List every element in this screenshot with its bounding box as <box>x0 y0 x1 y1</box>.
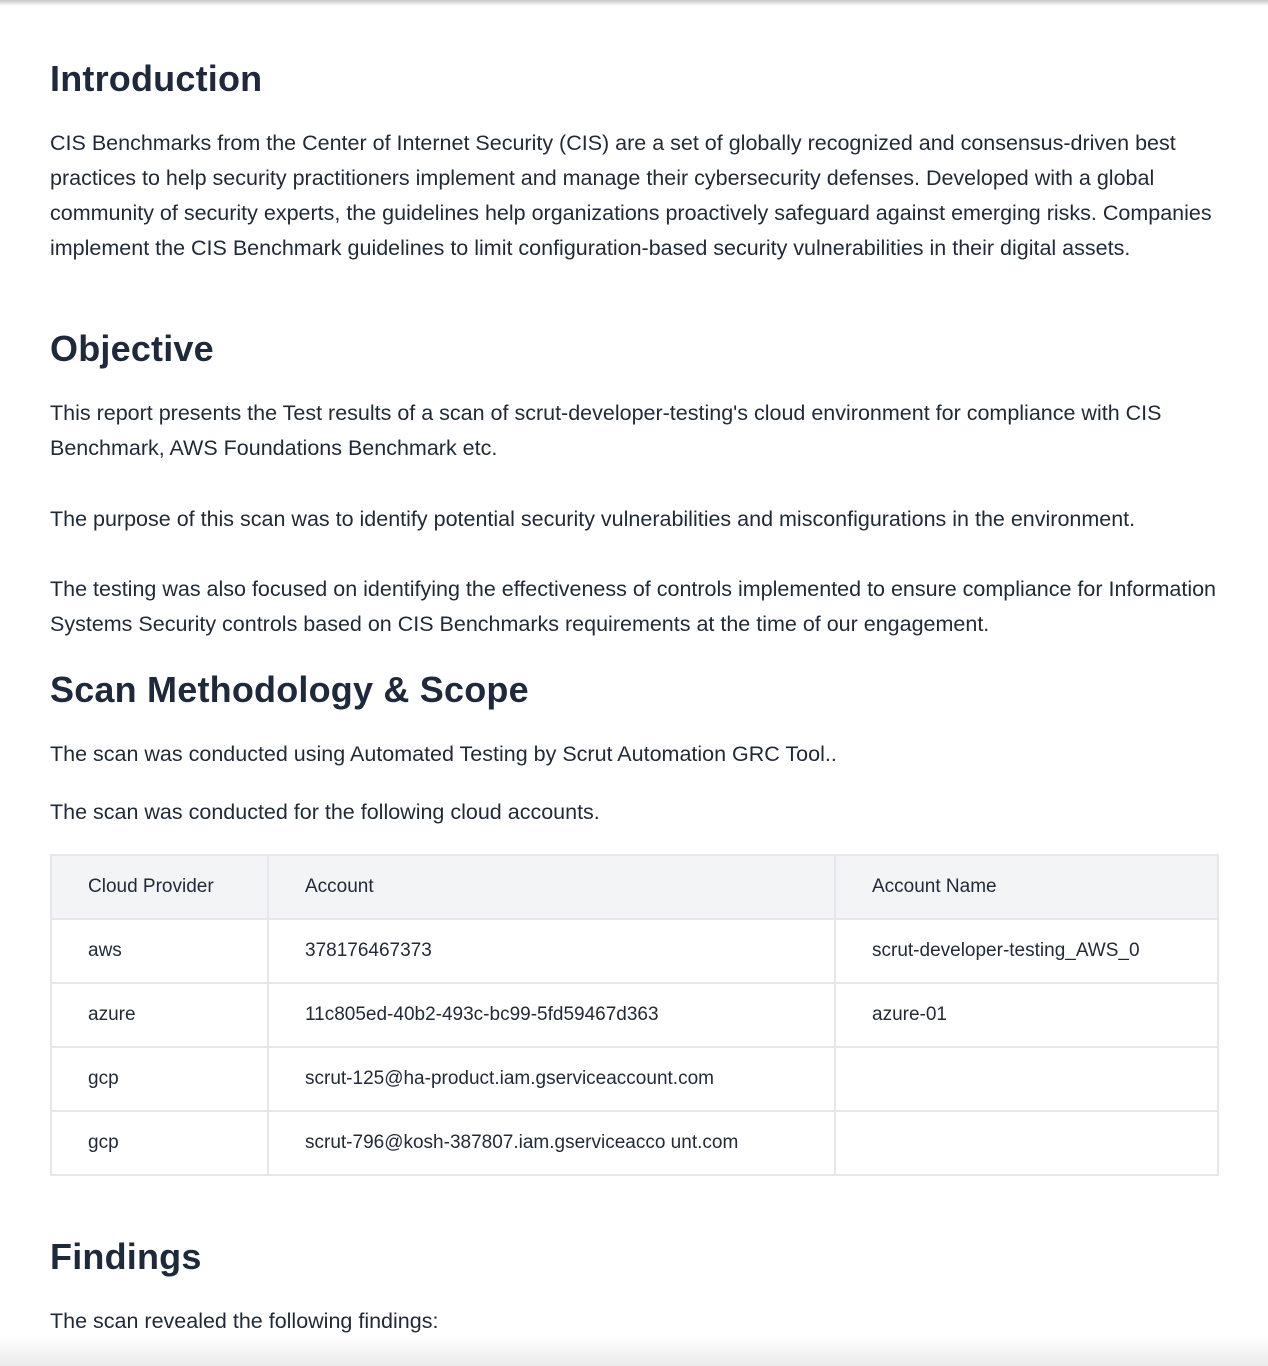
cell-account-name: scrut-developer-testing_AWS_0 <box>835 919 1218 983</box>
cell-cloud-provider: gcp <box>51 1111 268 1175</box>
table-row <box>51 1047 1218 1111</box>
objective-paragraph-3: The testing was also focused on identifying the effectiveness of controls implemented to ensure compliance for Information Systems Security controls based on CIS Benchmarks requirements at the time of our engagement. <box>50 577 1217 636</box>
cell-cloud-provider: azure <box>51 983 268 1047</box>
table-header-row <box>51 855 1218 919</box>
introduction-heading: Introduction <box>50 58 263 99</box>
scan-methodology-paragraph-2: The scan was conducted for the following cloud accounts. <box>50 800 600 824</box>
findings-heading: Findings <box>50 1236 202 1277</box>
column-header-account-name: Account Name <box>835 855 1218 919</box>
findings-paragraph: The scan revealed the following findings: <box>50 1309 439 1333</box>
cell-account-name: azure-01 <box>835 983 1218 1047</box>
objective-heading: Objective <box>50 328 214 369</box>
cell-account: scrut-796@kosh-387807.iam.gserviceacco unt.com <box>268 1111 835 1175</box>
table-row <box>51 919 1218 983</box>
objective-paragraph-1: This report presents the Test results of a scan of scrut-developer-testing's cloud environment for compliance with CIS Benchmark, AWS Foundations Benchmark etc. <box>50 401 1162 460</box>
cell-cloud-provider: gcp <box>51 1047 268 1111</box>
cell-account: 11c805ed-40b2-493c-bc99-5fd59467d363 <box>268 983 835 1047</box>
table-row <box>51 983 1218 1047</box>
introduction-paragraph: CIS Benchmarks from the Center of Internet Security (CIS) are a set of globally recognized and consensus-driven best practices to help security practitioners implement and manage their cybersecurity defenses. Developed with a global community of security experts, the guidelines help organizations proactively safeguard against emerging risks. Companies implement the CIS Benchmark guidelines to limit configuration-based security vulnerabilities in their digital assets. <box>50 131 1212 260</box>
column-header-account: Account <box>268 855 835 919</box>
cell-account: scrut-125@ha-product.iam.gserviceaccount.com <box>268 1047 835 1111</box>
cell-account: 378176467373 <box>268 919 835 983</box>
cell-account-name <box>835 1047 1218 1111</box>
objective-paragraph-2: The purpose of this scan was to identify potential security vulnerabilities and misconfigurations in the environment. <box>50 507 1136 531</box>
table-row <box>51 1111 1218 1175</box>
viewer-top-shadow <box>0 0 1268 6</box>
cell-cloud-provider: aws <box>51 919 268 983</box>
viewer-bottom-fade <box>0 1336 1268 1366</box>
cell-account-name <box>835 1111 1218 1175</box>
scan-methodology-heading: Scan Methodology & Scope <box>50 669 529 710</box>
scan-methodology-paragraph-1: The scan was conducted using Automated Testing by Scrut Automation GRC Tool.. <box>50 742 837 766</box>
column-header-cloud-provider: Cloud Provider <box>51 855 268 919</box>
cloud-accounts-table <box>50 854 1219 1176</box>
